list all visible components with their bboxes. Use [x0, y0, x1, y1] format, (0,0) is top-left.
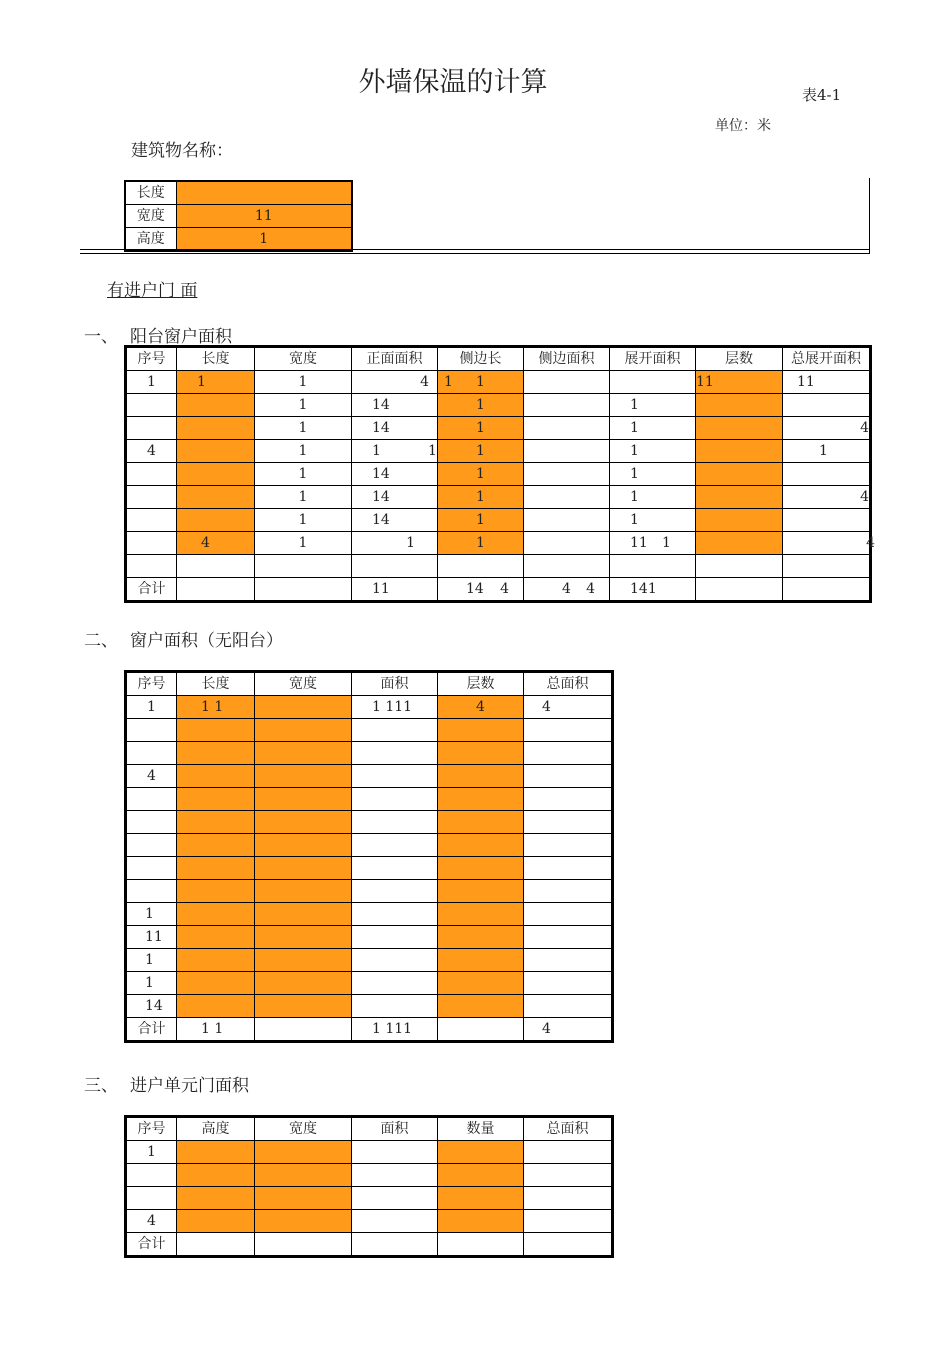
data-cell[interactable]: 1 [255, 417, 352, 440]
data-cell[interactable] [255, 1164, 352, 1187]
row-index [126, 394, 177, 417]
data-cell[interactable] [524, 995, 613, 1018]
section-number: 三、 [84, 1076, 118, 1096]
row-index [126, 417, 177, 440]
row-index: 1 [126, 1141, 177, 1164]
data-cell[interactable] [352, 972, 438, 995]
row-index: 1 [126, 949, 177, 972]
total-cell [255, 1018, 352, 1042]
data-cell[interactable] [177, 788, 255, 811]
data-cell[interactable] [524, 811, 613, 834]
data-cell[interactable]: 1 [438, 509, 524, 532]
table-row [126, 555, 871, 578]
dimension-value[interactable]: 11 [176, 205, 352, 228]
column-header: 侧边面积 [524, 347, 610, 371]
table-header-row [126, 1117, 613, 1141]
data-cell[interactable] [177, 719, 255, 742]
table-row [126, 719, 613, 742]
total-row [126, 578, 871, 602]
overflow-value: 1 [662, 535, 671, 551]
data-cell[interactable] [524, 532, 610, 555]
data-cell[interactable] [177, 394, 255, 417]
section-title: 窗户面积（无阳台） [130, 631, 283, 651]
table-number: 表4-1 [802, 86, 842, 104]
data-cell[interactable] [524, 926, 613, 949]
data-cell[interactable] [438, 788, 524, 811]
data-cell[interactable] [255, 834, 352, 857]
data-cell[interactable] [524, 857, 613, 880]
data-cell[interactable] [696, 417, 783, 440]
total-cell [177, 1233, 255, 1257]
data-cell[interactable] [438, 903, 524, 926]
data-cell[interactable]: 1 [610, 394, 696, 417]
data-cell[interactable]: 1 [255, 440, 352, 463]
data-cell[interactable] [177, 417, 255, 440]
data-cell[interactable] [352, 857, 438, 880]
table-row [126, 1210, 613, 1233]
data-cell[interactable] [177, 555, 255, 578]
data-cell[interactable] [177, 972, 255, 995]
section-number: 二、 [84, 631, 118, 651]
data-cell[interactable] [177, 949, 255, 972]
data-cell[interactable] [438, 972, 524, 995]
dimension-value[interactable] [176, 181, 352, 205]
column-header: 宽度 [255, 1117, 352, 1141]
row-index [126, 486, 177, 509]
table-row [126, 394, 871, 417]
data-cell[interactable]: 1 1 [438, 440, 524, 463]
data-cell[interactable]: 1 1 [438, 371, 524, 394]
data-cell[interactable]: 1 [783, 440, 871, 463]
data-cell[interactable] [438, 555, 524, 578]
table-row [126, 949, 613, 972]
total-cell [255, 578, 352, 602]
column-header: 正面面积 [352, 347, 438, 371]
dimension-label: 长度 [125, 181, 176, 205]
total-cell: 14 4 [438, 578, 524, 602]
row-index: 11 [126, 926, 177, 949]
data-cell[interactable] [524, 463, 610, 486]
total-cell [177, 578, 255, 602]
data-cell[interactable] [524, 417, 610, 440]
data-cell[interactable] [696, 509, 783, 532]
data-cell[interactable]: 1 [438, 394, 524, 417]
column-header: 序号 [126, 347, 177, 371]
row-index: 1 [126, 972, 177, 995]
data-cell[interactable] [438, 926, 524, 949]
table-row [126, 486, 871, 509]
data-cell[interactable] [352, 788, 438, 811]
data-cell[interactable] [255, 1187, 352, 1210]
row-index: 1 [126, 696, 177, 719]
data-cell[interactable] [524, 834, 613, 857]
data-cell[interactable] [524, 1210, 613, 1233]
data-cell[interactable] [177, 765, 255, 788]
data-cell[interactable] [255, 926, 352, 949]
data-cell[interactable] [255, 811, 352, 834]
data-cell[interactable] [177, 440, 255, 463]
row-index: 4 [126, 440, 177, 463]
data-cell[interactable] [524, 509, 610, 532]
data-cell[interactable] [696, 532, 783, 555]
column-header: 序号 [126, 1117, 177, 1141]
data-cell[interactable]: 1 [255, 463, 352, 486]
data-cell[interactable] [438, 1164, 524, 1187]
row-index [126, 880, 177, 903]
data-cell[interactable] [524, 903, 613, 926]
table-row [126, 463, 871, 486]
data-cell[interactable] [438, 811, 524, 834]
data-cell[interactable] [255, 696, 352, 719]
column-header: 侧边长 [438, 347, 524, 371]
section-title: 进户单元门面积 [130, 1076, 249, 1096]
data-cell[interactable] [352, 1164, 438, 1187]
data-cell[interactable] [352, 811, 438, 834]
data-cell[interactable] [352, 995, 438, 1018]
data-cell[interactable]: 1 [610, 417, 696, 440]
data-cell[interactable] [177, 811, 255, 834]
data-cell[interactable] [696, 555, 783, 578]
data-cell[interactable] [177, 486, 255, 509]
table-row [126, 1164, 613, 1187]
dimensions-table [124, 180, 353, 252]
column-header: 总展开面积 [783, 347, 871, 371]
data-cell[interactable]: 4 [524, 696, 613, 719]
balcony-window-table [124, 345, 875, 603]
building-name-label: 建筑物名称： [131, 141, 233, 161]
door-note: 有进户门 面 [107, 281, 198, 301]
data-cell[interactable]: 1 [352, 532, 438, 555]
data-cell[interactable] [255, 857, 352, 880]
total-cell: 1 1 [177, 1018, 255, 1042]
data-cell[interactable] [438, 949, 524, 972]
data-cell[interactable] [783, 463, 871, 486]
data-cell[interactable]: 4 [352, 371, 438, 394]
data-cell[interactable]: 1 [610, 440, 696, 463]
data-cell[interactable]: 1 [352, 440, 438, 463]
table-row [126, 696, 613, 719]
total-label: 合计 [126, 578, 177, 602]
data-cell[interactable] [524, 394, 610, 417]
column-header: 数量 [438, 1117, 524, 1141]
row-index: 4 [126, 1210, 177, 1233]
total-cell [696, 578, 783, 602]
data-cell[interactable] [783, 509, 871, 532]
data-cell[interactable] [696, 440, 783, 463]
column-header: 宽度 [255, 672, 352, 696]
dimension-row-length [125, 181, 352, 205]
dimension-label: 宽度 [125, 205, 176, 228]
dimension-row-width [125, 205, 352, 228]
table-row [126, 1187, 613, 1210]
data-cell[interactable] [438, 1187, 524, 1210]
data-cell[interactable]: 11 [696, 371, 783, 394]
section-3-heading [84, 1071, 249, 1096]
data-cell[interactable] [177, 880, 255, 903]
column-header: 层数 [438, 672, 524, 696]
data-cell[interactable]: 1 [438, 486, 524, 509]
data-cell[interactable] [255, 903, 352, 926]
row-index: 1 [126, 371, 177, 394]
data-cell[interactable] [352, 1187, 438, 1210]
row-index [126, 857, 177, 880]
entrance-door-table [124, 1115, 614, 1258]
data-cell[interactable] [255, 555, 352, 578]
data-cell[interactable]: 1 [255, 394, 352, 417]
data-cell[interactable] [438, 1210, 524, 1233]
data-cell[interactable] [255, 1141, 352, 1164]
data-cell[interactable] [177, 1141, 255, 1164]
overflow-value: 4 [866, 535, 875, 551]
table-row [126, 742, 613, 765]
data-cell[interactable] [255, 719, 352, 742]
data-cell[interactable] [352, 742, 438, 765]
data-cell[interactable] [524, 972, 613, 995]
data-cell[interactable] [177, 509, 255, 532]
data-cell[interactable] [352, 834, 438, 857]
data-cell[interactable] [696, 394, 783, 417]
data-cell[interactable] [610, 371, 696, 394]
column-header: 高度 [177, 1117, 255, 1141]
overflow-value: 1 [444, 374, 453, 390]
row-index [126, 463, 177, 486]
data-cell[interactable]: 14 [352, 463, 438, 486]
table-row [126, 995, 613, 1018]
data-cell[interactable] [524, 371, 610, 394]
page-title: 外墙保温的计算 [358, 67, 548, 98]
table-row [126, 417, 871, 440]
column-header: 长度 [177, 347, 255, 371]
table-row [126, 509, 871, 532]
data-cell[interactable] [524, 555, 610, 578]
data-cell[interactable]: 1 [255, 532, 352, 555]
column-header: 面积 [352, 672, 438, 696]
data-cell[interactable] [352, 1141, 438, 1164]
total-cell [524, 1233, 613, 1257]
data-cell[interactable] [177, 1164, 255, 1187]
data-cell[interactable] [524, 949, 613, 972]
total-cell: 4 [524, 1018, 613, 1042]
divider-vertical [869, 178, 870, 254]
data-cell[interactable]: 14 [352, 509, 438, 532]
data-cell[interactable]: 11 [783, 371, 871, 394]
row-index [126, 532, 177, 555]
data-cell[interactable] [352, 719, 438, 742]
data-cell[interactable]: 1 [438, 463, 524, 486]
data-cell[interactable] [524, 1141, 613, 1164]
total-row [126, 1233, 613, 1257]
data-cell[interactable] [438, 719, 524, 742]
data-cell[interactable] [524, 765, 613, 788]
dimension-value[interactable]: 1 [176, 228, 352, 252]
row-index [126, 742, 177, 765]
table-header-row [126, 672, 613, 696]
column-header: 长度 [177, 672, 255, 696]
data-cell[interactable] [696, 486, 783, 509]
section-2-heading [84, 626, 283, 651]
unit-label: 单位：米 [715, 118, 771, 134]
row-index [126, 1164, 177, 1187]
total-cell [255, 1233, 352, 1257]
data-cell[interactable]: 14 [352, 417, 438, 440]
data-cell[interactable] [524, 719, 613, 742]
data-cell[interactable] [177, 903, 255, 926]
data-cell[interactable] [255, 972, 352, 995]
row-index [126, 555, 177, 578]
data-cell[interactable]: 1 [255, 509, 352, 532]
data-cell[interactable] [352, 949, 438, 972]
total-cell [438, 1233, 524, 1257]
data-cell[interactable] [610, 555, 696, 578]
data-cell[interactable] [783, 394, 871, 417]
section-title: 阳台窗户面积 [130, 327, 232, 347]
total-cell [438, 1018, 524, 1042]
data-cell[interactable] [352, 903, 438, 926]
table-row [126, 857, 613, 880]
data-cell[interactable] [352, 880, 438, 903]
data-cell[interactable] [177, 834, 255, 857]
data-cell[interactable] [524, 1164, 613, 1187]
data-cell[interactable] [524, 788, 613, 811]
data-cell[interactable] [255, 788, 352, 811]
table-row [126, 1141, 613, 1164]
row-index [126, 834, 177, 857]
data-cell[interactable] [438, 880, 524, 903]
total-label: 合计 [126, 1018, 177, 1042]
total-cell: 1 111 [352, 1018, 438, 1042]
dimension-row-height [125, 228, 352, 252]
data-cell[interactable]: 4 [783, 486, 871, 509]
data-cell[interactable] [783, 532, 875, 555]
row-index: 1 [126, 903, 177, 926]
data-cell[interactable]: 1 [438, 417, 524, 440]
total-cell [352, 1233, 438, 1257]
data-cell[interactable] [255, 949, 352, 972]
data-cell[interactable] [438, 765, 524, 788]
data-cell[interactable] [438, 857, 524, 880]
table-row [126, 440, 871, 463]
table-row [126, 834, 613, 857]
data-cell[interactable] [177, 742, 255, 765]
data-cell[interactable] [352, 1210, 438, 1233]
column-header: 展开面积 [610, 347, 696, 371]
data-cell[interactable]: 1 [177, 371, 255, 394]
column-header: 序号 [126, 672, 177, 696]
data-cell[interactable] [177, 995, 255, 1018]
divider-line [80, 249, 870, 254]
data-cell[interactable] [524, 1187, 613, 1210]
total-extra: 4 [500, 581, 509, 597]
data-cell[interactable]: 1 1 [177, 696, 255, 719]
column-header: 总面积 [524, 1117, 613, 1141]
data-cell[interactable] [524, 880, 613, 903]
row-index [126, 811, 177, 834]
table-row [126, 532, 871, 555]
row-index [126, 1187, 177, 1210]
row-index: 14 [126, 995, 177, 1018]
data-cell[interactable] [438, 742, 524, 765]
total-cell: 4 4 [524, 578, 610, 602]
data-cell[interactable]: 1 [438, 532, 524, 555]
data-cell[interactable]: 14 [352, 394, 438, 417]
data-cell[interactable]: 1 [255, 371, 352, 394]
data-cell[interactable] [255, 1210, 352, 1233]
data-cell[interactable] [177, 1210, 255, 1233]
data-cell[interactable] [352, 555, 438, 578]
table-row [126, 926, 613, 949]
data-cell[interactable]: 4 [783, 417, 871, 440]
data-cell[interactable] [352, 926, 438, 949]
data-cell[interactable] [783, 555, 871, 578]
data-cell[interactable] [255, 765, 352, 788]
data-cell[interactable]: 1 [255, 486, 352, 509]
data-cell[interactable]: 1 111 [352, 696, 438, 719]
data-cell[interactable] [177, 926, 255, 949]
total-row [126, 1018, 613, 1042]
row-index [126, 509, 177, 532]
table-row [126, 371, 871, 394]
section-1-heading [84, 322, 232, 347]
table-row [126, 972, 613, 995]
data-cell[interactable] [177, 463, 255, 486]
table-header-row [126, 347, 871, 371]
row-index: 4 [126, 765, 177, 788]
total-cell: 11 [352, 578, 438, 602]
dimension-label: 高度 [125, 228, 176, 252]
data-cell[interactable]: 14 [352, 486, 438, 509]
total-cell: 141 [610, 578, 696, 602]
section-number: 一、 [84, 327, 118, 347]
data-cell[interactable] [255, 742, 352, 765]
data-cell[interactable] [255, 880, 352, 903]
data-cell[interactable]: 1 [610, 486, 696, 509]
table-row [126, 788, 613, 811]
column-header: 层数 [696, 347, 783, 371]
table-row [126, 903, 613, 926]
overflow-value: 1 [428, 443, 437, 459]
data-cell[interactable] [177, 1187, 255, 1210]
data-cell[interactable] [438, 1141, 524, 1164]
row-index [126, 788, 177, 811]
table-row [126, 811, 613, 834]
table-row [126, 765, 613, 788]
column-header: 面积 [352, 1117, 438, 1141]
data-cell[interactable]: 4 [177, 532, 255, 555]
data-cell[interactable] [524, 486, 610, 509]
data-cell[interactable] [177, 857, 255, 880]
total-cell [783, 578, 871, 602]
data-cell[interactable] [438, 995, 524, 1018]
window-area-table [124, 670, 614, 1043]
column-header: 总面积 [524, 672, 613, 696]
data-cell[interactable] [524, 440, 610, 463]
table-row [126, 880, 613, 903]
data-cell[interactable]: 1 [610, 509, 696, 532]
row-index [126, 719, 177, 742]
column-header: 宽度 [255, 347, 352, 371]
data-cell[interactable]: 1 [610, 463, 696, 486]
data-cell[interactable] [438, 834, 524, 857]
data-cell[interactable]: 4 [438, 696, 524, 719]
data-cell[interactable]: 11 1 [610, 532, 696, 555]
total-extra: 4 [586, 581, 595, 597]
total-label: 合计 [126, 1233, 177, 1257]
data-cell[interactable] [524, 742, 613, 765]
data-cell[interactable] [255, 995, 352, 1018]
data-cell[interactable] [352, 765, 438, 788]
data-cell[interactable] [696, 463, 783, 486]
